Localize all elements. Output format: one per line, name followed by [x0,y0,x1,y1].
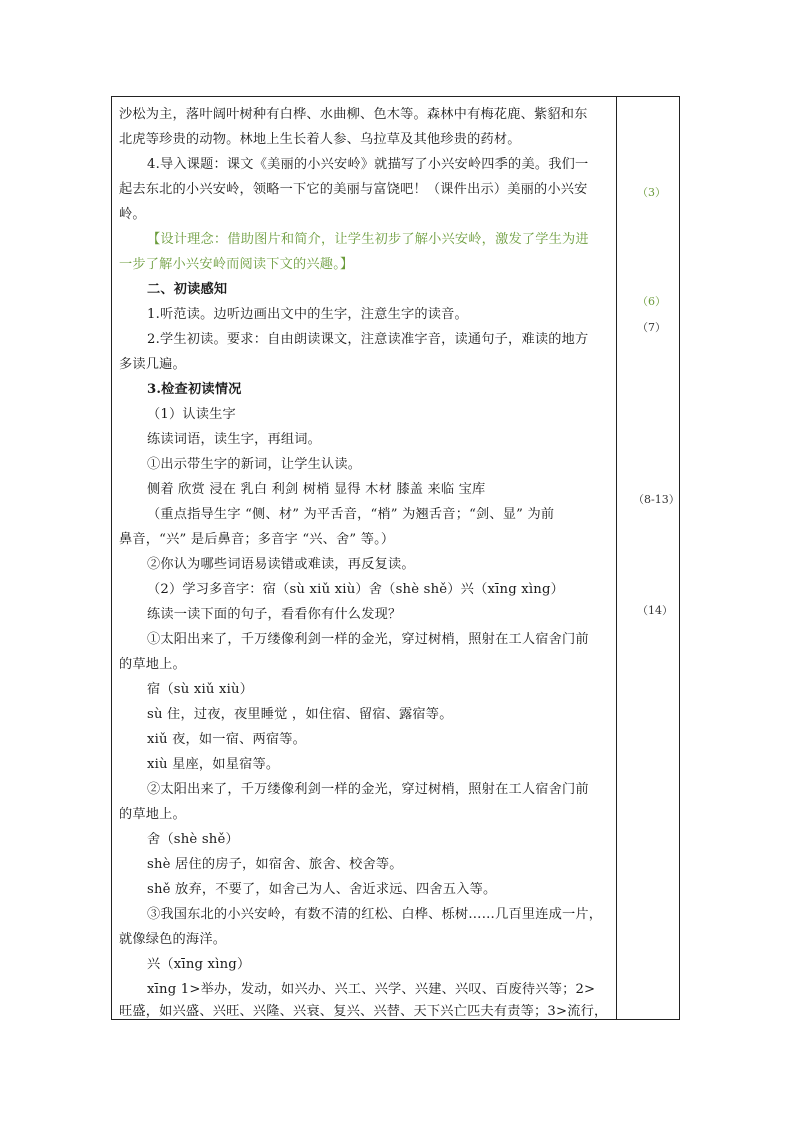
design-note: 【设计理念：借助图片和简介，让学生初步了解小兴安岭，激发了学生为进 [147,232,589,247]
time-marker: （8-13） [633,493,680,506]
text-line: sù 住，过夜，夜里睡觉 ，如住宿、留宿、露宿等。 [147,707,453,722]
text-line: ②太阳出来了，千万缕像利剑一样的金光，穿过树梢，照射在工人宿舍门前 [147,782,589,797]
text-line: （2）学习多音字：宿（sù xiǔ xiù）舍（shè shě）兴（xīng xìng） [147,582,565,597]
text-line: xīng 1>举办，发动，如兴办、兴工、兴学、兴建、兴叹、百废待兴等；2> [147,982,596,997]
text-line: xiǔ 夜，如一宿、两宿等。 [147,732,307,747]
text-line: 多读几遍。 [119,357,186,372]
text-line: 旺盛，如兴盛、兴旺、兴隆、兴衰、复兴、兴替、天下兴亡匹夫有责等；3>流行， [119,1004,608,1019]
text-line: 的草地上。 [119,807,186,822]
text-line: 练读词语，读生字，再组词。 [147,432,322,447]
lesson-table [111,96,680,1020]
text-line: （1）认读生字 [147,407,236,422]
text-line: 就像绿色的海洋。 [119,932,227,947]
text-line: 练读一读下面的句子，看看你有什么发现？ [147,607,402,622]
text-line: ②你认为哪些词语易读错或难读，再反复读。 [147,557,415,572]
lesson-content-cell [112,97,617,1019]
text-line: （重点指导生字 “侧、材” 为平舌音，“梢” 为翘舌音；“剑、显” 为前 [147,507,555,522]
text-line: ①出示带生字的新词，让学生认读。 [147,457,362,472]
text-line: ③我国东北的小兴安岭，有数不清的红松、白桦、栎树……几百里连成一片， [147,907,603,922]
text-line: 的草地上。 [119,657,186,672]
text-line: shè 居住的房子，如宿舍、旅舍、校舍等。 [147,857,403,872]
text-line: 4.导入课题：课文《美丽的小兴安岭》就描写了小兴安岭四季的美。我们一 [147,157,589,172]
text-line: 2.学生初读。要求：自由朗读课文，注意读准字音，读通句子，难读的地方 [147,332,589,347]
text-line: 岭。 [119,207,146,222]
text-line: xiù 星座，如星宿等。 [147,757,280,772]
time-marker: （7） [637,321,666,334]
text-line: 舍（shè shě） [147,832,239,847]
text-line: 宿（sù xiǔ xiù） [147,682,254,697]
text-line: 1.听范读。边听边画出文中的生字，注意生字的读音。 [147,307,468,322]
text-line: 北虎等珍贵的动物。林地上生长着人参、乌拉草及其他珍贵的药材。 [119,132,521,147]
text-line: ①太阳出来了，千万缕像利剑一样的金光，穿过树梢，照射在工人宿舍门前 [147,632,589,647]
text-line: 起去东北的小兴安岭，领略一下它的美丽与富饶吧！（课件出示）美丽的小兴安 [119,182,588,197]
word-list: 侧着 欣赏 浸在 乳白 利剑 树梢 显得 木材 膝盖 来临 宝库 [147,482,486,497]
text-line: 鼻音，“兴” 是后鼻音；多音字 “兴、舍” 等。） [119,532,395,547]
subsection-heading: 3.检查初读情况 [147,382,242,397]
text-line: 沙松为主，落叶阔叶树种有白桦、水曲柳、色木等。森林中有梅花鹿、紫貂和东 [119,107,588,122]
time-marker: （3） [637,186,666,199]
time-marker: （6） [637,295,666,308]
time-marker-cell [617,97,679,1019]
text-line: shě 放弃，不要了，如舍己为人、舍近求远、四舍五入等。 [147,882,497,897]
text-line: 兴（xīng xìng） [147,957,251,972]
section-heading: 二、初读感知 [147,282,228,297]
design-note: 一步了解小兴安岭而阅读下文的兴趣。】 [119,257,354,272]
time-marker: （14） [637,604,673,617]
